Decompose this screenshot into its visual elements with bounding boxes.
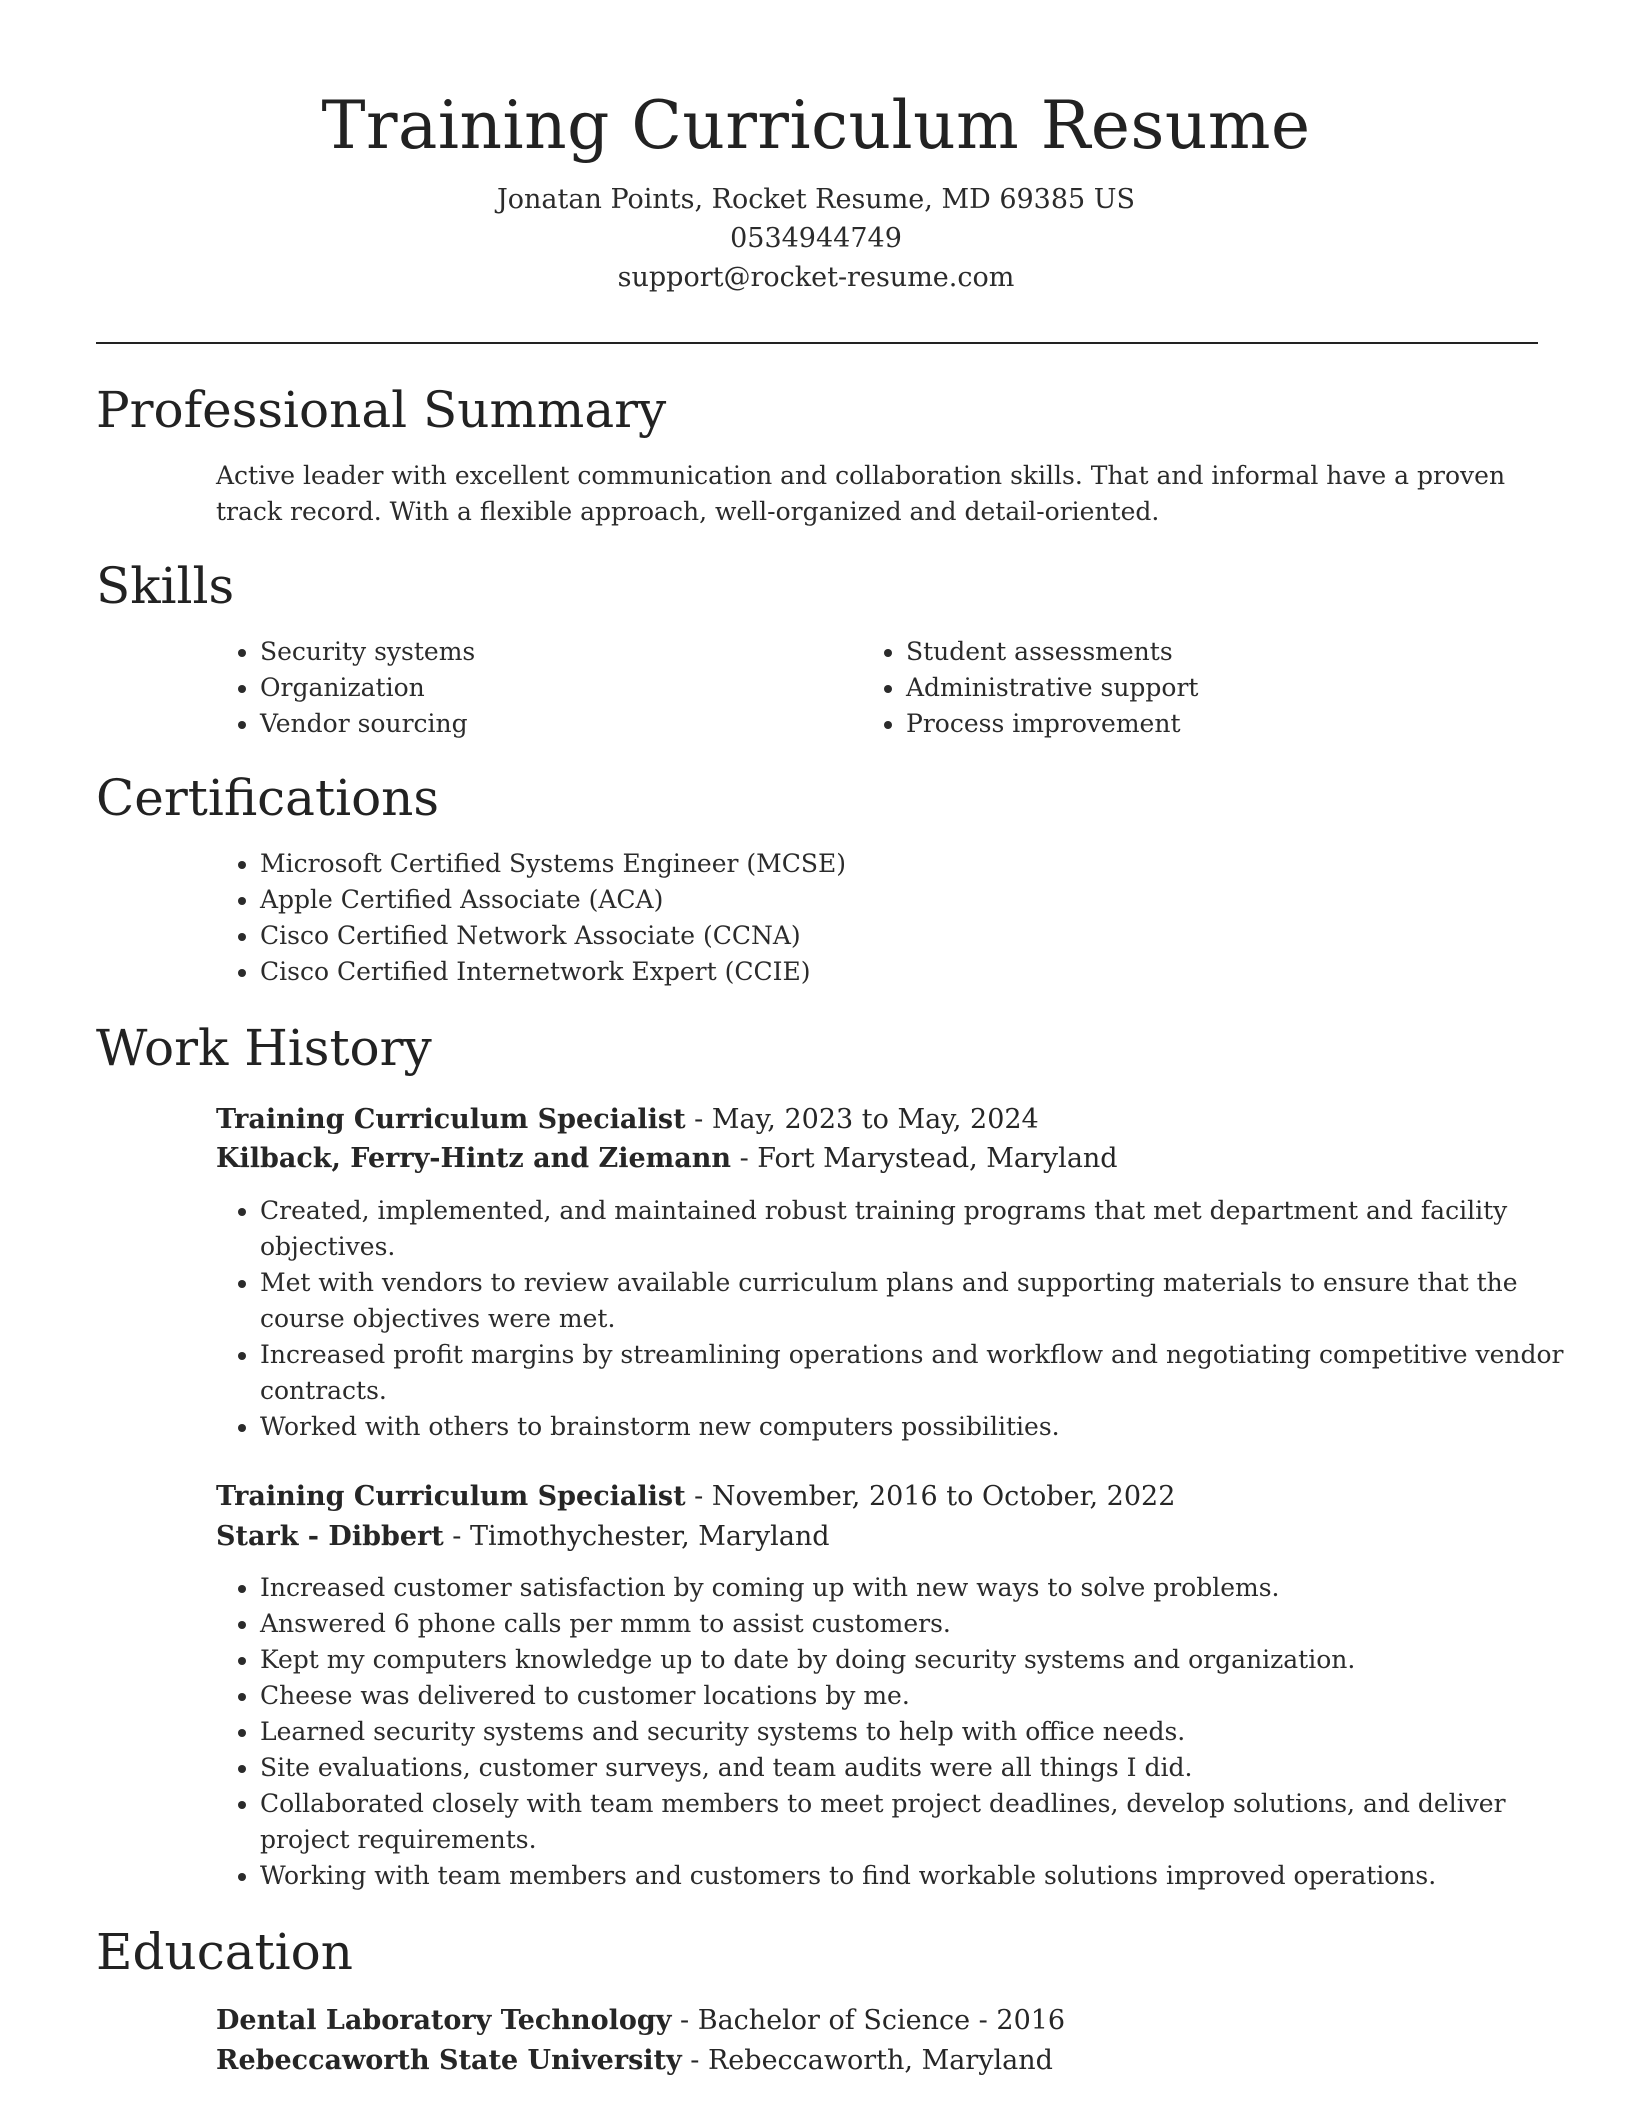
job-location: - Timothychester, Maryland xyxy=(443,1521,830,1552)
education-degree: - Bachelor of Science - 2016 xyxy=(671,2005,1066,2036)
job-bullet: • Learned security systems and security systems to help with office needs. xyxy=(260,1714,1582,1750)
resume-header xyxy=(0,78,1632,297)
job-company: Kilback, Ferry-Hintz and Ziemann xyxy=(216,1143,731,1174)
skills-heading: Skills xyxy=(96,557,235,615)
job-bullet: • Increased profit margins by streamlining operations and workflow and negotiating competitive vendor contracts. xyxy=(260,1337,1582,1409)
job-bullet: • Site evaluations, customer surveys, and team audits were all things I did. xyxy=(260,1750,1582,1786)
summary-text: Active leader with excellent communication and collaboration skills. That and informal have a proven track record. With a flexible approach, well-organized and detail-oriented. xyxy=(216,461,1506,526)
contact-email: support@rocket-resume.com xyxy=(617,262,1015,293)
certification-item: • Apple Certified Associate (ACA) xyxy=(260,882,1540,918)
education-location: - Rebeccaworth, Maryland xyxy=(681,2045,1053,2076)
skill-item: • Vendor sourcing xyxy=(260,706,860,742)
skill-item: • Organization xyxy=(260,670,860,706)
job-company-line xyxy=(216,1139,1118,1178)
job-bullet: • Increased customer satisfaction by coming up with new ways to solve problems. xyxy=(260,1570,1582,1606)
job-title-line xyxy=(216,1477,1175,1516)
summary-heading: Professional Summary xyxy=(96,381,667,439)
contact-phone: 0534944749 xyxy=(730,223,902,254)
job-company-line xyxy=(216,1517,830,1556)
job-title: Training Curriculum Specialist xyxy=(216,1104,686,1135)
certification-item: • Cisco Certified Network Associate (CCNA) xyxy=(260,918,1540,954)
job-bullet: • Kept my computers knowledge up to date by doing security systems and organization. xyxy=(260,1642,1582,1678)
job-dates: - May, 2023 to May, 2024 xyxy=(685,1104,1039,1135)
certifications-list xyxy=(216,846,1540,990)
job-bullet: • Worked with others to brainstorm new computers possibilities. xyxy=(260,1409,1582,1445)
contact-address: Jonatan Points, Rocket Resume, MD 69385 US xyxy=(496,184,1136,215)
skill-item: • Student assessments xyxy=(906,634,1546,670)
skill-item: • Process improvement xyxy=(906,706,1546,742)
resume-title: Training Curriculum Resume xyxy=(321,87,1311,164)
job-bullet: • Cheese was delivered to customer locations by me. xyxy=(260,1678,1582,1714)
job-title: Training Curriculum Specialist xyxy=(216,1481,686,1512)
job-location: - Fort Marystead, Maryland xyxy=(731,1143,1118,1174)
job-company: Stark - Dibbert xyxy=(216,1521,444,1552)
job-bullets xyxy=(216,1193,1582,1445)
skill-item: • Administrative support xyxy=(906,670,1546,706)
skill-item: • Security systems xyxy=(260,634,860,670)
education-heading: Education xyxy=(96,1923,353,1981)
education-school-line xyxy=(216,2041,1053,2080)
job-title-line xyxy=(216,1100,1039,1139)
job-bullet: • Met with vendors to review available curriculum plans and supporting materials to ensure that the course objectives were met. xyxy=(260,1265,1582,1337)
job-bullet: • Collaborated closely with team members to meet project deadlines, develop solutions, and deliver project requirements. xyxy=(260,1786,1582,1858)
work-history-heading: Work History xyxy=(96,1019,432,1077)
job-bullets xyxy=(216,1570,1582,1894)
certification-item: • Cisco Certified Internetwork Expert (CCIE) xyxy=(260,954,1540,990)
skills-list-right xyxy=(862,634,1546,742)
education-field: Dental Laboratory Technology xyxy=(216,2005,672,2036)
contact-block xyxy=(0,180,1632,297)
education-school: Rebeccaworth State University xyxy=(216,2045,682,2076)
education-degree-line xyxy=(216,2001,1065,2040)
certifications-heading: Certifications xyxy=(96,769,440,827)
certification-item: • Microsoft Certified Systems Engineer (MCSE) xyxy=(260,846,1540,882)
job-bullet: • Created, implemented, and maintained robust training programs that met department and facility objectives. xyxy=(260,1193,1582,1265)
header-divider xyxy=(96,342,1538,344)
job-bullet: • Answered 6 phone calls per mmm to assist customers. xyxy=(260,1606,1582,1642)
job-dates: - November, 2016 to October, 2022 xyxy=(685,1481,1176,1512)
skills-list-left xyxy=(216,634,860,742)
job-bullet: • Working with team members and customers to find workable solutions improved operations. xyxy=(260,1858,1582,1894)
